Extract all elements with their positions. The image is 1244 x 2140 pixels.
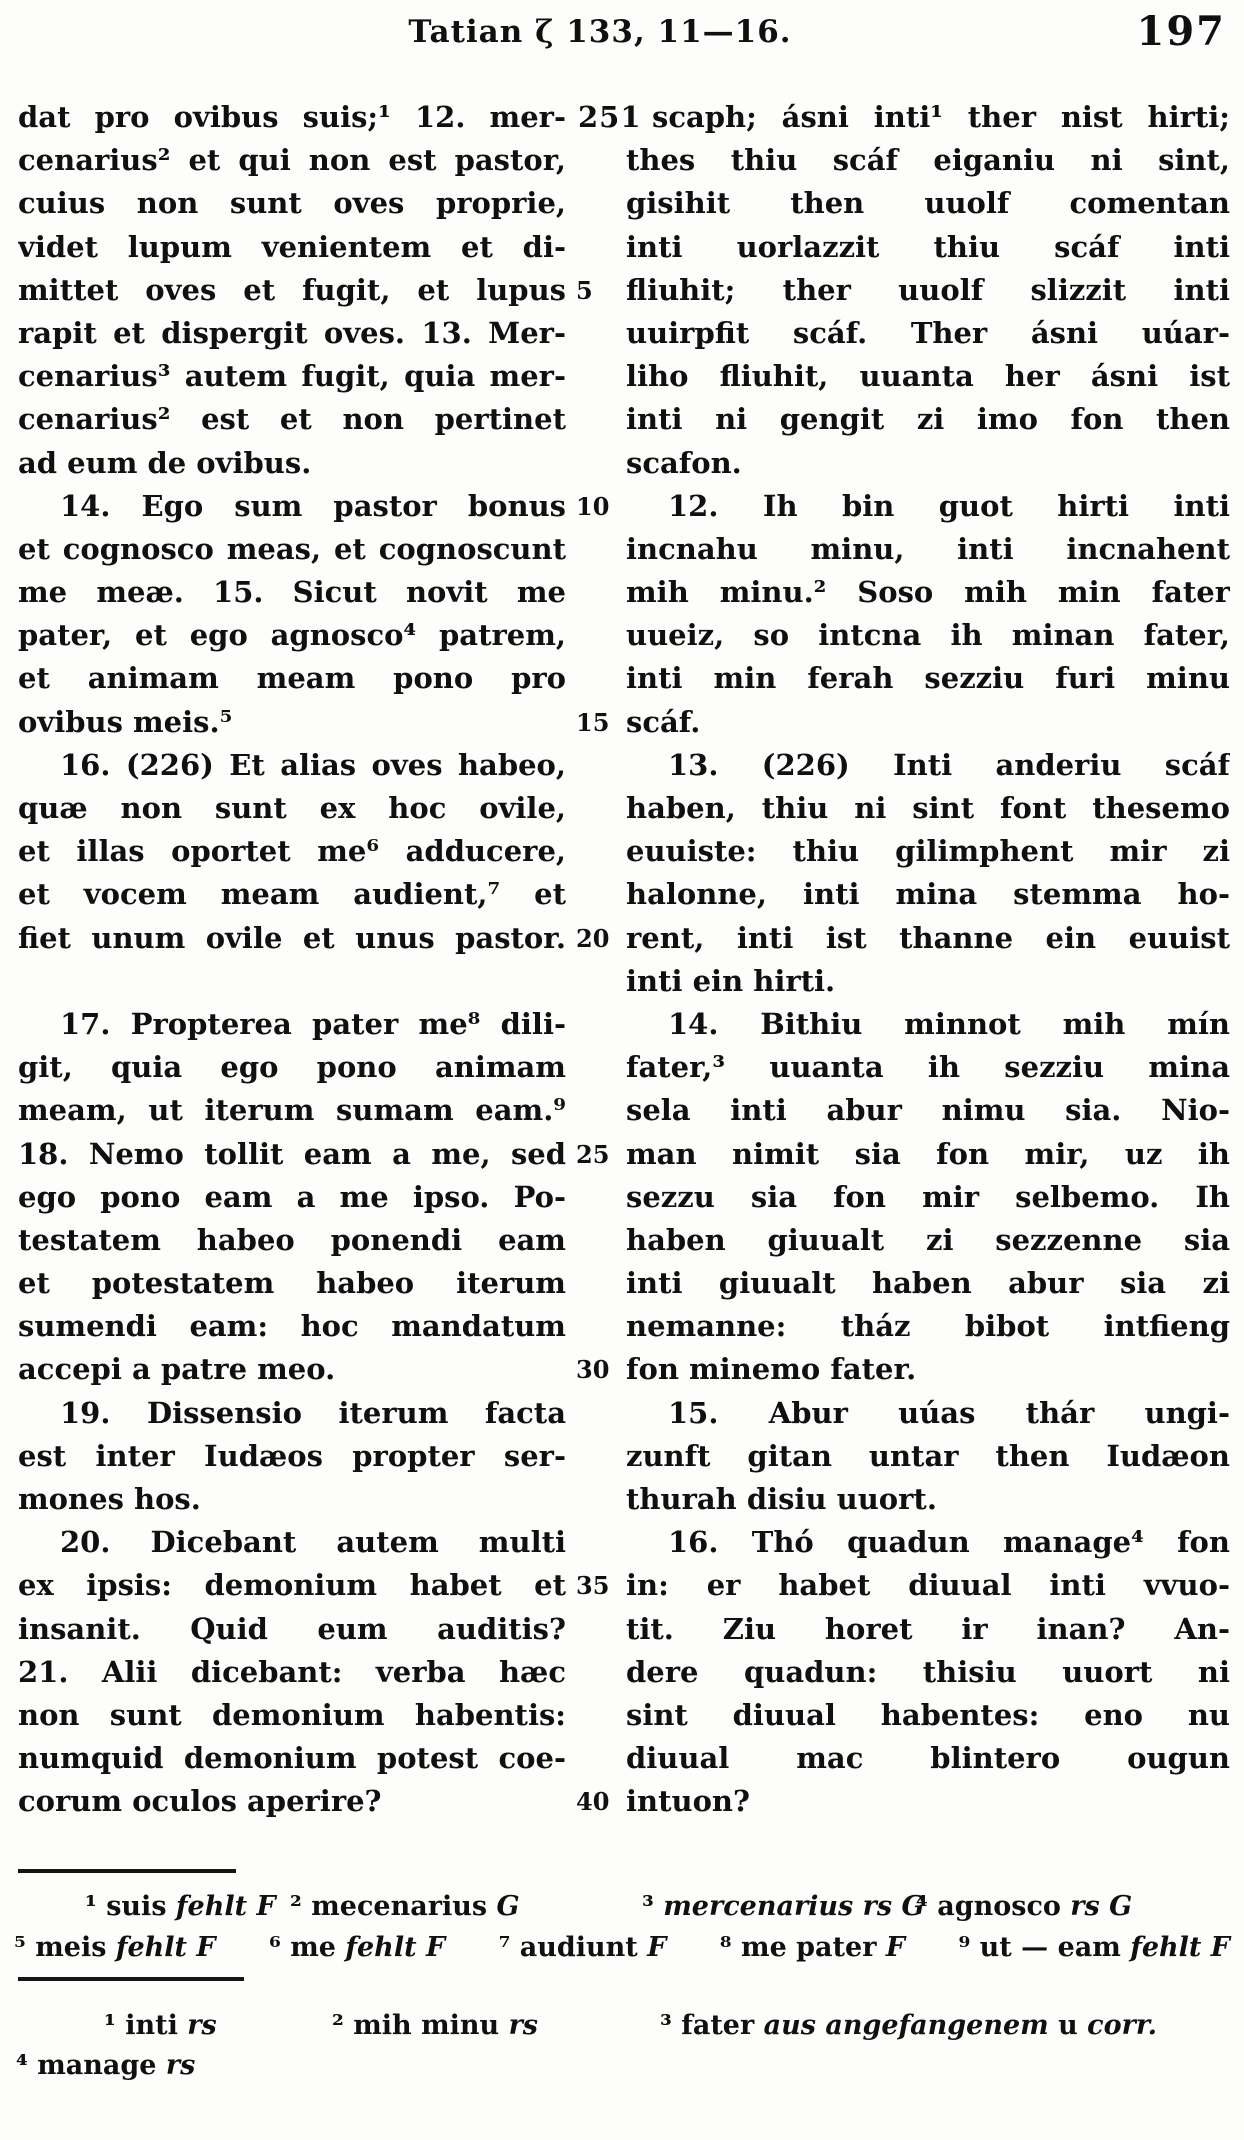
text-line-row: [18, 1392, 1230, 1435]
german-line: inti min ferah sezziu furi minu: [626, 661, 1230, 696]
apparatus-entry: ⁴ agnosco rs G: [916, 1891, 1133, 1922]
text-line-row: [18, 1780, 1230, 1823]
line-number: [566, 1176, 626, 1219]
apparatus-entry: ⁴ manage rs: [16, 2050, 196, 2081]
apparatus-entry: ¹ inti rs: [104, 2010, 217, 2041]
line-number: [566, 1608, 626, 1651]
apparatus-entry: ¹ suis fehlt F: [85, 1891, 276, 1922]
line-number: [566, 1478, 626, 1521]
text-line-row: [18, 701, 1230, 744]
german-line: uueiz, so intcna ih minan fater,: [626, 618, 1230, 653]
text-line-row: [18, 830, 1230, 873]
line-number: 20: [576, 923, 610, 953]
german-line: thurah disiu uuort.: [626, 1482, 937, 1516]
german-line: fliuhit; ther uuolf slizzit inti: [626, 272, 1230, 307]
german-line: inti giuualt haben abur sia zi: [626, 1266, 1230, 1301]
line-number: [566, 398, 626, 441]
line-number: [566, 1521, 626, 1564]
text-line-row: [18, 1003, 1230, 1046]
text-line-row: [18, 744, 1230, 787]
text-line-row: [18, 485, 1230, 528]
line-number: [566, 1262, 626, 1305]
german-line: nemanne: tház bibot intfieng: [626, 1309, 1230, 1344]
latin-line: ad eum de ovibus.: [18, 445, 312, 480]
latin-line: fiet unum ovile et unus pastor.: [18, 920, 566, 955]
german-line: tit. Ziu horet ir inan? An-: [626, 1611, 1230, 1646]
german-line: liho fliuhit, uuanta her ásni ist: [626, 359, 1230, 394]
text-line-row: [18, 1478, 1230, 1521]
latin-line: videt lupum venientem et di-: [18, 229, 566, 264]
german-line: diuual mac blintero ougun: [626, 1741, 1230, 1776]
german-line: euuiste: thiu gilimphent mir zi: [626, 834, 1230, 869]
line-number: [566, 830, 626, 873]
line-number: [566, 182, 626, 225]
german-line: man nimit sia fon mir, uz ih: [626, 1136, 1230, 1171]
latin-line: rapit et dispergit oves. 13. Mer-: [18, 315, 566, 350]
german-line: fater,³ uuanta ih sezziu mina: [626, 1050, 1230, 1085]
german-line: gisihit then uuolf comentan: [626, 186, 1230, 221]
latin-line: meam, ut iterum sumam eam.⁹: [18, 1093, 566, 1128]
line-number: [566, 1651, 626, 1694]
line-number: [566, 960, 626, 1003]
latin-line: dat pro ovibus suis;¹ 12. mer-: [18, 100, 566, 134]
text-line-row: [18, 312, 1230, 355]
text-line-row: [18, 96, 1230, 139]
german-line: 16. Thó quadun manage⁴ fon: [668, 1525, 1230, 1560]
line-number: 40: [576, 1787, 610, 1817]
latin-line: accepi a patre meo.: [18, 1352, 336, 1387]
line-number: [566, 1003, 626, 1046]
text-line-row: [18, 528, 1230, 571]
text-line-row: [18, 873, 1230, 916]
latin-line: cenarius³ autem fugit, quia mer-: [18, 359, 566, 394]
german-line: intuon?: [626, 1784, 751, 1819]
line-number: 35: [576, 1571, 610, 1601]
apparatus-latin-line-1: [18, 1887, 1230, 1927]
latin-line: ovibus meis.⁵: [18, 704, 233, 739]
latin-line: sumendi eam: hoc mandatum: [18, 1309, 566, 1344]
footnote-rule-latin: [18, 1869, 236, 1873]
line-number: [566, 1219, 626, 1262]
latin-line: quæ non sunt ex hoc ovile,: [18, 791, 566, 825]
line-number: 5: [576, 275, 593, 305]
page-title: Tatian ζ 133, 11—16.: [408, 14, 792, 50]
text-line-row: [18, 1737, 1230, 1780]
latin-line: cenarius² et qui non est pastor,: [18, 143, 566, 178]
latin-line: 16. (226) Et alias oves habeo,: [60, 747, 566, 782]
german-line: in: er habet diuual inti vvuo-: [626, 1568, 1230, 1603]
german-line: 12. Ih bin guot hirti inti: [668, 488, 1230, 523]
apparatus-entry: ³ mercenarius rs G: [642, 1891, 925, 1922]
german-line: dere quadun: thisiu uuort ni: [626, 1654, 1230, 1689]
line-number: [566, 744, 626, 787]
latin-line: et illas oportet me⁶ adducere,: [18, 834, 566, 869]
german-line: scáf.: [626, 704, 701, 739]
text-line-row: [18, 917, 1230, 960]
apparatus-entry: ⁹ ut — eam fehlt F: [958, 1932, 1230, 1963]
latin-line: corum oculos aperire?: [18, 1784, 382, 1819]
latin-line: 17. Propterea pater me⁸ dili-: [60, 1006, 566, 1041]
apparatus-german-line-1: [18, 2006, 1230, 2046]
line-number: [566, 355, 626, 398]
latin-line: et potestatem habeo iterum: [18, 1266, 566, 1301]
text-line-row: [18, 269, 1230, 312]
latin-line: pater, et ego agnosco⁴ patrem,: [18, 618, 566, 653]
line-number: 30: [576, 1355, 610, 1385]
german-line: scafon.: [626, 445, 742, 480]
text-line-row: [18, 657, 1230, 700]
text-line-row: [18, 139, 1230, 182]
german-line: rent, inti ist thanne ein euuist: [626, 920, 1230, 955]
latin-line: mittet oves et fugit, et lupus: [18, 272, 566, 307]
apparatus-german-line-2: [16, 2046, 1228, 2086]
text-line-row: [18, 1694, 1230, 1737]
latin-line: est inter Iudæos propter ser-: [18, 1438, 566, 1473]
latin-line: ex ipsis: demonium habet et: [18, 1568, 566, 1603]
line-number: [566, 442, 626, 485]
german-line: haben giuualt zi sezzenne sia: [626, 1222, 1230, 1257]
latin-line: ego pono eam a me ipso. Po-: [18, 1179, 566, 1214]
latin-line: mones hos.: [18, 1482, 201, 1516]
latin-line: 14. Ego sum pastor bonus: [60, 488, 566, 523]
german-line: thes thiu scáf eiganiu ni sint,: [626, 143, 1230, 178]
german-line: 14. Bithiu minnot mih mín: [668, 1006, 1230, 1041]
text-line-row: [18, 1219, 1230, 1262]
line-number: [566, 657, 626, 700]
line-number: 10: [576, 491, 610, 521]
german-line: inti uorlazzit thiu scáf inti: [626, 229, 1230, 264]
text-line-row: [18, 960, 1230, 1003]
line-number: [566, 1737, 626, 1780]
line-number: [566, 1392, 626, 1435]
text-line-row: [18, 1521, 1230, 1564]
line-number: [566, 1694, 626, 1737]
apparatus-latin-line-2: [14, 1928, 1230, 1968]
text-line-row: [18, 1435, 1230, 1478]
latin-line: et vocem meam audient,⁷ et: [18, 877, 566, 912]
line-number: 251: [578, 100, 642, 134]
line-number: [566, 1305, 626, 1348]
latin-line: et animam meam pono pro: [18, 661, 566, 696]
latin-line: git, quia ego pono animam: [18, 1050, 566, 1085]
line-number: [566, 312, 626, 355]
text-line-row: [18, 1564, 1230, 1607]
text-block: [18, 96, 1230, 1824]
german-line: haben, thiu ni sint font thesemo: [626, 791, 1230, 825]
line-number: [566, 873, 626, 916]
german-line: inti ni gengit zi imo fon then: [626, 402, 1230, 437]
latin-line: 20. Dicebant autem multi: [60, 1525, 566, 1560]
german-line: sint diuual habentes: eno nu: [626, 1697, 1230, 1732]
text-line-row: [18, 182, 1230, 225]
german-line: inti ein hirti.: [626, 963, 836, 998]
footnote-rule-german: [18, 1977, 244, 1981]
line-number: [566, 614, 626, 657]
german-line: 13. (226) Inti anderiu scáf: [668, 747, 1230, 782]
line-number: [566, 1046, 626, 1089]
text-line-row: [18, 1651, 1230, 1694]
latin-line: cuius non sunt oves proprie,: [18, 186, 566, 221]
apparatus-entry: ⁵ meis fehlt F: [14, 1932, 216, 1963]
text-line-row: [18, 1608, 1230, 1651]
latin-line: 19. Dissensio iterum facta: [60, 1395, 566, 1430]
german-line: mih minu.² Soso mih min fater: [626, 575, 1230, 610]
text-line-row: [18, 1262, 1230, 1305]
text-line-row: [18, 226, 1230, 269]
line-number: [566, 787, 626, 830]
text-line-row: [18, 1133, 1230, 1176]
text-line-row: [18, 398, 1230, 441]
latin-line: non sunt demonium habentis:: [18, 1697, 566, 1732]
text-line-row: [18, 1305, 1230, 1348]
text-line-row: [18, 1176, 1230, 1219]
text-line-row: [18, 614, 1230, 657]
text-line-row: [18, 355, 1230, 398]
page-number: 197: [1136, 8, 1226, 55]
german-line: halonne, inti mina stemma ho-: [626, 877, 1230, 912]
text-line-row: [18, 571, 1230, 614]
text-line-row: [18, 1348, 1230, 1391]
german-line: scaph; ásni inti¹ ther nist hirti;: [652, 100, 1230, 134]
german-line: sela inti abur nimu sia. Nio-: [626, 1093, 1230, 1128]
line-number: [566, 226, 626, 269]
apparatus-entry: ⁶ me fehlt F: [269, 1932, 446, 1963]
german-line: zunft gitan untar then Iudæon: [626, 1438, 1230, 1473]
german-line: uuirpfit scáf. Ther ásni uúar-: [626, 315, 1230, 350]
line-number: [566, 571, 626, 614]
line-number: [566, 528, 626, 571]
text-line-row: [18, 1046, 1230, 1089]
latin-line: 18. Nemo tollit eam a me, sed: [18, 1136, 566, 1171]
latin-line: insanit. Quid eum auditis?: [18, 1611, 566, 1646]
line-number: 25: [576, 1139, 610, 1169]
line-number: [566, 1089, 626, 1132]
text-line-row: [18, 442, 1230, 485]
latin-line: [18, 960, 566, 1003]
german-line: sezzu sia fon mir selbemo. Ih: [626, 1179, 1230, 1214]
line-number: [566, 1435, 626, 1478]
apparatus-entry: ² mecenarius G: [290, 1891, 520, 1922]
apparatus-entry: ⁸ me pater F: [719, 1932, 905, 1963]
german-line: 15. Abur uúas thár ungi-: [668, 1395, 1230, 1430]
line-number: [566, 139, 626, 182]
german-line: fon minemo fater.: [626, 1352, 917, 1387]
apparatus-entry: ² mih minu rs: [332, 2010, 539, 2041]
apparatus-entry: ³ fater aus angefangenem u corr.: [660, 2010, 1157, 2041]
german-line: incnahu minu, inti incnahent: [626, 531, 1230, 566]
latin-line: cenarius² est et non pertinet: [18, 402, 566, 437]
line-number: 15: [576, 707, 610, 737]
latin-line: et cognosco meas, et cognoscunt: [18, 531, 566, 566]
latin-line: numquid demonium potest coe-: [18, 1741, 566, 1776]
latin-line: testatem habeo ponendi eam: [18, 1222, 566, 1257]
latin-line: me meæ. 15. Sicut novit me: [18, 575, 566, 610]
text-line-row: [18, 1089, 1230, 1132]
text-line-row: [18, 787, 1230, 830]
latin-line: 21. Alii dicebant: verba hæc: [18, 1654, 566, 1689]
apparatus-entry: ⁷ audiunt F: [498, 1932, 667, 1963]
